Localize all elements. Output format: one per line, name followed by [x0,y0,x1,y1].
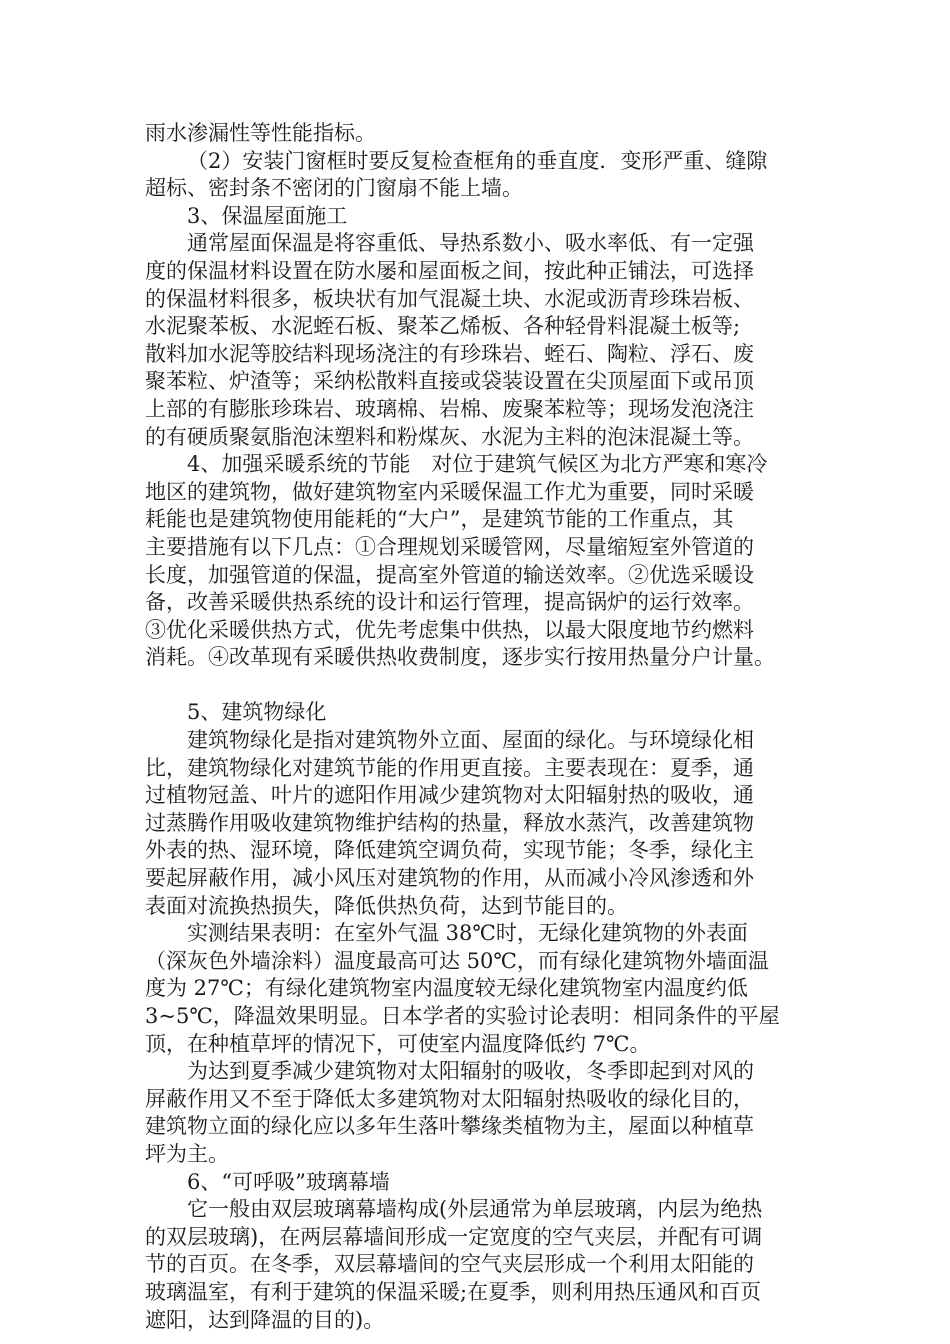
text-line: 3、保温屋面施工 [187,203,348,228]
text-line: 长度，加强管道的保温，提高室外管道的输送效率。②优选采暖设 [145,562,754,587]
document-body [145,120,809,1334]
text-line: 散料加水泥等胶结料现场浇注的有珍珠岩、蛭石、陶粒、浮石、废 [145,341,754,366]
text-line: 的保温材料很多，板块状有加气混凝土块、水泥或沥青珍珠岩板、 [145,286,754,311]
text-line: 顶，在种植草坪的情况下，可使室内温度降低约 7℃。 [145,1031,651,1056]
text-line: 建筑物立面的绿化应以多年生落叶攀缘类植物为主，屋面以种植草 [145,1114,754,1139]
text-line: 5、建筑物绿化 [187,700,327,725]
text-line: 表面对流换热损失，降低供热负荷，达到节能目的。 [145,893,628,918]
text-line: 建筑物绿化是指对建筑物外立面、屋面的绿化。与环境绿化相 [187,728,754,753]
text-line: 为达到夏季减少建筑物对太阳辐射的吸收，冬季即起到对风的 [187,1059,754,1084]
text-line: 遮阳，达到降温的目的)。 [145,1307,385,1332]
blank-line [145,672,809,700]
text-line: 6、“可呼吸”玻璃幕墙 [187,1169,390,1194]
text-line: 备，改善采暖供热系统的设计和运行管理，提高锅炉的运行效率。 [145,590,754,615]
text-line: 玻璃温室，有利于建筑的保温采暖;在夏季，则利用热压通风和百页 [145,1279,762,1304]
text-line: 3~5℃，降温效果明显。日本学者的实验讨论表明：相同条件的平屋 [145,1004,780,1028]
text-line: 度为 27℃；有绿化建筑物室内温度较无绿化建筑物室内温度约低 [145,976,748,1001]
text-line: 主要措施有以下几点：①合理规划采暖管网，尽量缩短室外管道的 [145,534,754,559]
text-line: 比，建筑物绿化对建筑节能的作用更直接。主要表现在：夏季，通 [145,755,754,780]
paragraph [145,230,809,451]
paragraph [145,920,809,1058]
text-line: 聚苯粒、炉渣等；采纳松散料直接或袋装设置在尖顶屋面下或吊顶 [145,369,754,394]
text-line: 耗能也是建筑物使用能耗的“大户”，是建筑节能的工作重点，其 [145,507,734,532]
text-line: 通常屋面保温是将容重低、导热系数小、吸水率低、有一定强 [187,231,754,256]
text-line: 消耗。④改革现有采暖供热收费制度，逐步实行按用热量分户计量。 [145,645,775,670]
text-line: 过蒸腾作用吸收建筑物维护结构的热量，释放水蒸汽，改善建筑物 [145,810,754,835]
text-line: 超标、密封条不密闭的门窗扇不能上墙。 [145,176,523,201]
paragraph [145,1058,809,1168]
text-line: 过植物冠盖、叶片的遮阳作用减少建筑物对太阳辐射热的吸收，通 [145,783,754,808]
paragraph [145,451,809,672]
text-line: 它一般由双层玻璃幕墙构成(外层通常为单层玻璃，内层为绝热 [187,1197,763,1222]
text-line: （2）安装门窗框时要反复检查框角的垂直度．变形严重、缝隙 [187,148,768,173]
section-heading [145,1169,809,1197]
paragraph [145,148,809,203]
text-line: 的双层玻璃)，在两层幕墙间形成一定宽度的空气夹层，并配有可调 [145,1224,763,1249]
text-line: 度的保温材料设置在防水屡和屋面板之间，按此种正铺法，可选择 [145,258,754,283]
paragraph [145,727,809,920]
text-line: 雨水渗漏性等性能指标。 [145,121,376,145]
text-line: 实测结果表明：在室外气温 38℃时，无绿化建筑物的外表面 [187,921,748,946]
text-line: 坪为主。 [145,1141,229,1166]
text-line: 节的百页。在冬季，双层幕墙间的空气夹层形成一个利用太阳能的 [145,1252,754,1277]
text-line: 4、加强采暖系统的节能 对位于建筑气候区为北方严寒和寒冷 [187,452,768,477]
text-line: 地区的建筑物，做好建筑物室内采暖保温工作尤为重要，同时采暖 [145,479,754,504]
text-line: （深灰色外墙涂料）温度最高可达 50℃，而有绿化建筑物外墙面温 [145,948,769,973]
text-line: 水泥聚苯板、水泥蛭石板、聚苯乙烯板、各种轻骨料混凝土板等; [145,314,741,339]
text-line: 的有硬质聚氨脂泡沫塑料和粉煤灰、水泥为主料的泡沫混凝土等。 [145,424,754,449]
text-line: 外表的热、湿环境，降低建筑空调负荷，实现节能；冬季，绿化主 [145,838,754,863]
paragraph [145,120,809,148]
text-line: 要起屏蔽作用，减小风压对建筑物的作用，从而减小冷风渗透和外 [145,866,754,891]
text-line: 屏蔽作用又不至于降低太多建筑物对太阳辐射热吸收的绿化目的， [145,1086,754,1111]
paragraph [145,1196,809,1334]
text-line: ③优化采暖供热方式，优先考虑集中供热，以最大限度地节约燃料 [145,617,754,642]
text-line: 上部的有膨胀珍珠岩、玻璃棉、岩棉、废聚苯粒等；现场发泡浇注 [145,396,754,421]
section-heading [145,699,809,727]
section-heading [145,203,809,231]
